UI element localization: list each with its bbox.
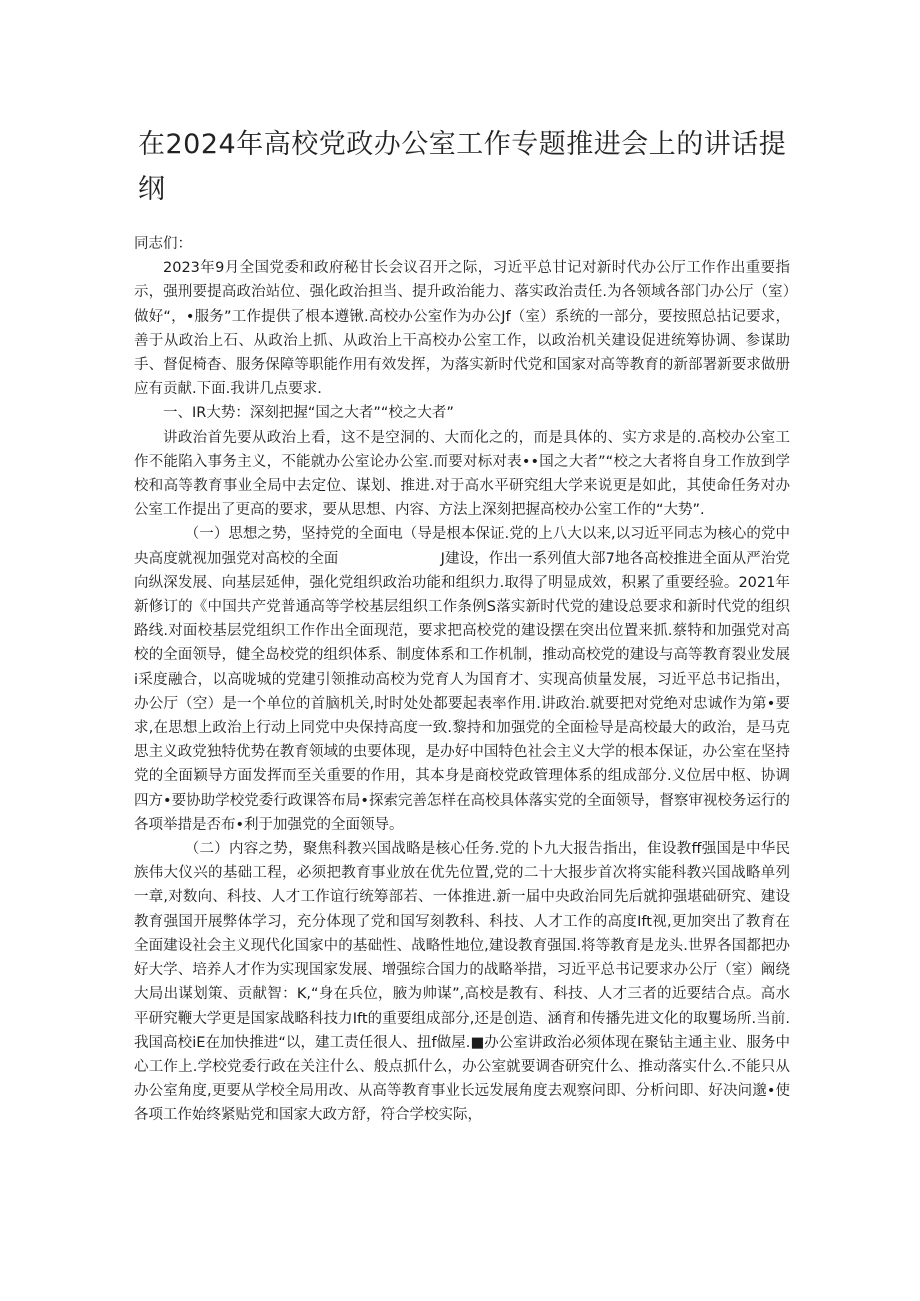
salutation: 同志们：	[134, 236, 192, 252]
document-body	[134, 232, 790, 1128]
document-title: 在2024年高校党政办公室工作专题推进会上的讲话提纲	[138, 129, 787, 205]
paragraph-section-1: 讲政治首先要从政治上看，这不是空洞的、大而化之的，而是具体的、实方求是的.高校办公室工作不能陷入事务主义，不能就办公室论办公室.而要对标对表••国之大者”“校之大者将自身工作放到学校和高等教育事业全局中去定位、谋划、推进.对于高水平研究组大学来说更是如此，其使命任务对办公室工作提出了更高的要求，要从思想、内容、方法上深刻把握高校办公室工作的“大势”.	[134, 429, 790, 519]
paragraph-subsection-1: （一）思想之势，坚持党的全面电（导是根本保证.党的上八大以来,以习近平同志为核心的党中央高度就视加强党对高校的全面 J建设，作出一系列值大部7地各高校推进全面从严治党向纵深发展、向基层延伸，强化党组织政治功能和组织力.取得了明显成效，积累了重要经验。2021年新修订的《中国共产党普通高等学校基层组织工作条例S落实新时代党的建设总要求和新时代党的组织路线.对面校基层党组织工作作出全面现范，要求把高校党的建设摆在突出位置来抓.蔡特和加强党对高校的全面领导，健全岛校党的组织体系、制度体系和工作机制，推动高校党的建设与高等教育裂业发展i采度融合，以高咙城的党建引领推动高校为党育人为国育才、实现高侦量发展，习近平总书记指出，办公厅（空）是一个单位的首脑机关,时时处处都要起表率作用.讲政治.就要把对党绝对忠诚作为第•要求,在思想上政治上行动上同党中央保持高度一致.黎持和加强党的全面检导是高校最大的政治，是马克思主义政党独特优势在教育领域的虫要体现，是办好中国特色社会主义大学的根本保证，办公室在坚持党的全面颖导方面发挥而至关重要的作用，其本身是商校党政管理体系的组成部分.义位居中枢、协调四方•要协助学校党委行政课答布局•探索完善怎样在高校具体落实党的全面领导，督察审视校务运行的各项举措是否布•利于加强党的全面领导。	[134, 526, 790, 833]
section-heading-1: 一、IR大势：深刻把握“国之大者”“校之大者”	[163, 405, 454, 422]
paragraph-subsection-2: （二）内容之势，聚焦科教兴国战略是核心任务.党的卜九大报告指出，隹设教ff强国是中华民族伟大仪兴的基础工程，必须把教育事业放在优先位置,党的二十大报步首次将实能科教兴国战略单列一章,对数向、科技、人才工作谊行统筹部若、一体推进.新一届中央政治同先后就抑强堪础研究、建设教育强国开展弊体学习，充分体现了党和国写刻教科、科技、人才工作的高度Ift视,更加突出了教育在全面建设社会主义现代化国家中的基础性、战略性地位,建设教育强国.将等教育是龙头.世界各国都把办好大学、培养人才作为实现国家发展、增强综合国力的战略举措，习近平总书记要求办公厅（室）阚绕大局出谋划策、贡献智：K,“身在兵位，腋为帅谋”,高校是教有、科技、人才三者的近要结合点。高水平研究鞭大学更是国家战略科技力Ift的重要组成部分,还是创造、涵育和传播先进文化的取矍场所.当前.我国高校iE在加快推进“以，建工责任很人、扭f做屋.■办公室讲政治必须体现在聚钻主通主业、服务中心工作上.学校党委行政在关注什么、般点抓什么，办公室就要调杳研究什么、推动落实什么.不能只从办公室角度,更要从学校全局用改、从高等教育事业长远发展角度去观察问即、分析问即、好决问邈•使各项工作始终紧贴党和国家大政方舒，符合学校实际，	[134, 841, 790, 1124]
paragraph-intro: 2023年9月全国党委和政府秘甘长会议召开之际，习近平总甘记对新时代办公厅工作作出重要指示，强刑要提高政治站位、强化政治担当、提升政治能力、落实政治责任.为各领域各部门办公厅（室）做好“，•服务”工作提供了根本遵锹.高校办公室作为办公Jf（室）系统的一部分，要按照总拈记要求，善于从政治上石、从政治上抓、从政治上干高校办公室工作，以政治机关建设促进统筹协调、参谋助手、督促椅杳、服务保障等职能作用有效发挥，为落实新时代党和国家对高等教育的新部署新要求做册应有贡献.下面.我讲几点要求.	[134, 260, 790, 398]
